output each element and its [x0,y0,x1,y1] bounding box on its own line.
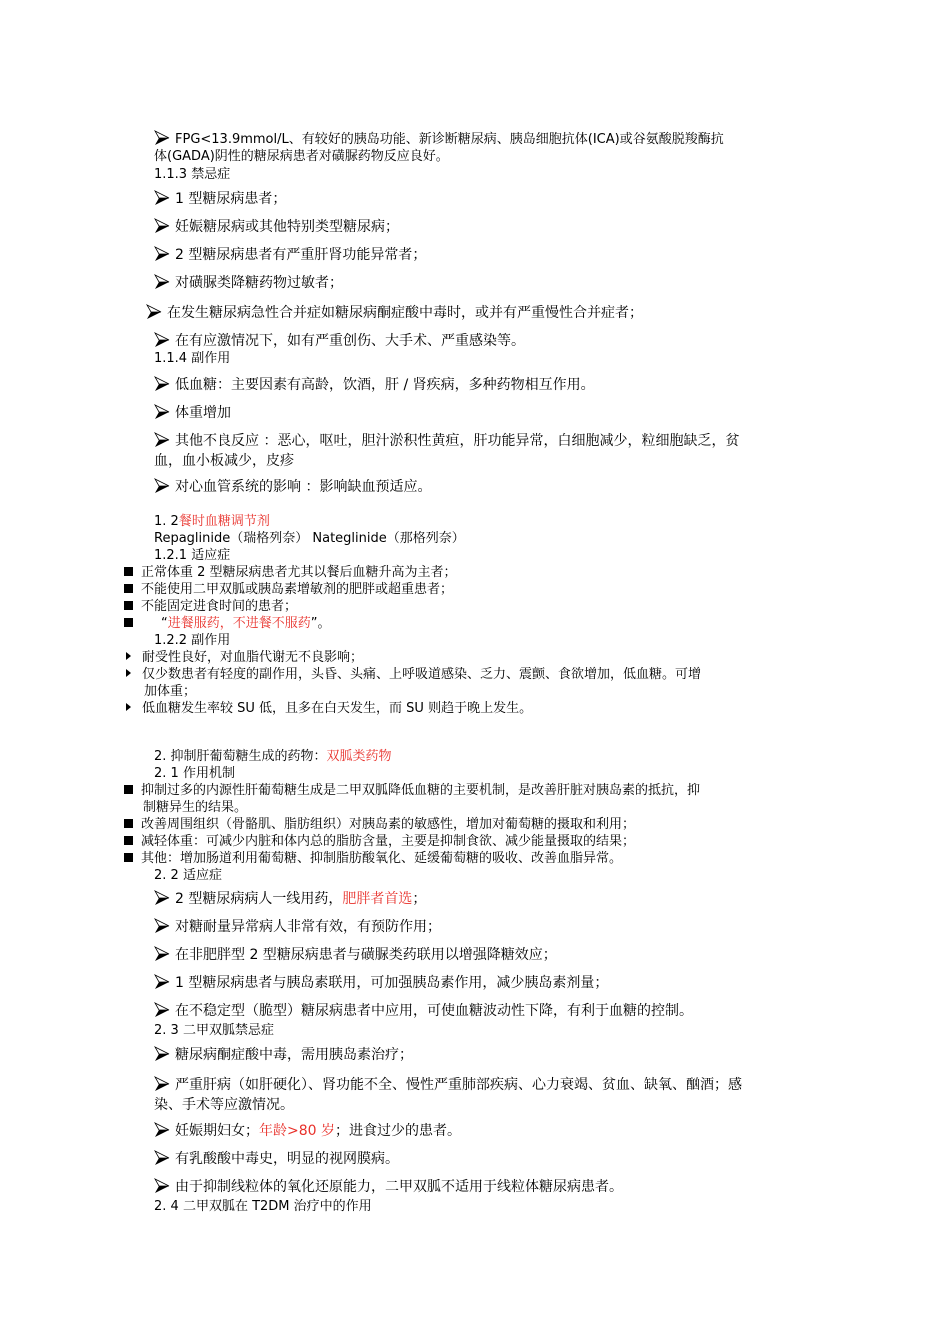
list-item: 低血糖：主要因素有高龄，饮酒，肝 / 肾疾病，多种药物相互作用。 [154,376,595,394]
list-item: 妊娠期妇女；年龄>80 岁；进食过少的患者。 [154,1122,461,1140]
heading-1-2-2: 1.2.2 副作用 [154,633,231,648]
heading-2-1: 2. 1 作用机制 [154,766,235,781]
list-item: 抑制过多的内源性肝葡萄糖生成是二甲双胍降低血糖的主要机制，是改善肝脏对胰岛素的抵抗，抑 [124,782,700,800]
list-item: 对磺脲类降糖药物过敏者； [154,274,343,292]
list-item: 妊娠糖尿病或其他特别类型糖尿病； [154,218,399,236]
list-item: 对心血管系统的影响 ：影响缺血预适应。 [154,478,431,496]
arrow-bullet-icon [154,432,170,448]
list-item: 1 型糖尿病患者； [154,190,286,208]
arrow-bullet-icon [154,218,170,234]
list-item: 低血糖发生率较 SU 低，且多在白天发生，而 SU 则趋于晚上发生。 [124,700,532,718]
arrow-bullet-icon [154,130,170,146]
list-item: 严重肝病（如肝硬化）、肾功能不全、慢性严重肺部疾病、心力衰竭、贫血、缺氧、酗酒；感 [154,1076,742,1094]
arrow-bullet-icon [154,1046,170,1062]
list-item: 不能使用二甲双胍或胰岛素增敏剂的肥胖或超重患者； [124,581,453,599]
square-bullet-icon [124,819,133,828]
list-item: 在有应激情况下，如有严重创伤、大手术、严重感染等。 [154,332,525,350]
list-item: 正常体重 2 型糖尿病患者尤其以餐后血糖升高为主者； [124,564,457,582]
arrow-bullet-icon [154,376,170,392]
arrow-bullet-icon [154,974,170,990]
list-item-cont: 染、手术等应激情况。 [154,1097,294,1113]
arrow-bullet-icon [154,946,170,962]
square-bullet-icon [124,853,133,862]
list-item: 有乳酸酸中毒史，明显的视网膜病。 [154,1150,399,1168]
triangle-bullet-icon [126,703,131,711]
list-item: 糖尿病酮症酸中毒，需用胰岛素治疗； [154,1046,413,1064]
list-item-cont: 制糖异生的结果。 [143,800,248,815]
triangle-bullet-icon [126,652,131,660]
heading-1-1-3: 1.1.3 禁忌症 [154,167,231,182]
list-item: “进餐服药，不进餐不服药”。 [124,615,331,633]
list-item-cont: 加体重； [144,684,197,699]
arrow-bullet-icon [154,1002,170,1018]
list-item: 不能固定进食时间的患者； [124,598,297,616]
square-bullet-icon [124,836,133,845]
list-item: 仅少数患者有轻度的副作用，头昏、头痛、上呼吸道感染、乏力、震颤、食欲增加，低血糖。可增 [124,666,701,684]
arrow-bullet-icon [154,478,170,494]
list-item: 2 型糖尿病病人一线用药，肥胖者首选； [154,890,426,908]
list-item-cont: 血，血小板减少，皮疹 [154,453,294,469]
heading-1-1-4: 1.1.4 副作用 [154,351,231,366]
list-item: 体重增加 [154,404,231,422]
list-item: 在非肥胖型 2 型糖尿病患者与磺脲类药联用以增强降糖效应； [154,946,557,964]
list-item: 耐受性良好，对血脂代谢无不良影响； [124,649,363,667]
arrow-bullet-icon [154,404,170,420]
square-bullet-icon [124,785,133,794]
list-item: 改善周围组织（骨骼肌、脂肪组织）对胰岛素的敏感性，增加对葡萄糖的摄取和利用； [124,816,635,834]
square-bullet-icon [124,618,133,627]
arrow-bullet-icon [154,274,170,290]
arrow-bullet-icon [154,1178,170,1194]
heading-2-2: 2. 2 适应症 [154,868,222,883]
arrow-bullet-icon [154,190,170,206]
triangle-bullet-icon [126,669,131,677]
heading-2-3: 2. 3 二甲双胍禁忌症 [154,1023,274,1038]
fpg-item: FPG<13.9mmol/L、有较好的胰岛功能、新诊断糖尿病、胰岛细胞抗体(ICA)或谷氨酸脱羧酶抗 [154,130,724,149]
heading-1-2: 1. 2餐时血糖调节剂 [154,514,270,529]
arrow-bullet-icon [154,890,170,906]
list-item: 由于抑制线粒体的氧化还原能力，二甲双胍不适用于线粒体糖尿病患者。 [154,1178,623,1196]
list-item: 1 型糖尿病患者与胰岛素联用，可加强胰岛素作用，减少胰岛素剂量； [154,974,608,992]
arrow-bullet-icon [154,1076,170,1092]
arrow-bullet-icon [154,1150,170,1166]
list-item: 减轻体重：可减少内脏和体内总的脂肪含量，主要是抑制食欲、减少能量摄取的结果； [124,833,635,851]
list-item: 在发生糖尿病急性合并症如糖尿病酮症酸中毒时，或并有严重慢性合并症者； [146,304,643,322]
list-item: 对糖耐量异常病人非常有效，有预防作用； [154,918,441,936]
heading-2: 2. 抑制肝葡萄糖生成的药物：双胍类药物 [154,749,392,764]
arrow-bullet-icon [146,304,162,320]
list-item: 在不稳定型（脆型）糖尿病患者中应用，可使血糖波动性下降，有利于血糖的控制。 [154,1002,693,1020]
heading-2-4: 2. 4 二甲双胍在 T2DM 治疗中的作用 [154,1199,372,1214]
arrow-bullet-icon [154,246,170,262]
arrow-bullet-icon [154,1122,170,1138]
list-item: 其他不良反应 ：恶心，呕吐，胆汁淤积性黄疸，肝功能异常，白细胞减少，粒细胞缺乏，贫 [154,432,739,450]
square-bullet-icon [124,567,133,576]
heading-1-2-1: 1.2.1 适应症 [154,548,231,563]
drug-names: Repaglinide（瑞格列奈） Nateglinide（那格列奈） [154,531,465,546]
square-bullet-icon [124,601,133,610]
square-bullet-icon [124,584,133,593]
arrow-bullet-icon [154,918,170,934]
arrow-bullet-icon [154,332,170,348]
list-item: 其他：增加肠道利用葡萄糖、抑制脂肪酸氧化、延缓葡萄糖的吸收、改善血脂异常。 [124,850,622,868]
list-item: 2 型糖尿病患者有严重肝肾功能异常者； [154,246,426,264]
fpg-item-cont: 体(GADA)阴性的糖尿病患者对磺脲药物反应良好。 [154,149,449,164]
